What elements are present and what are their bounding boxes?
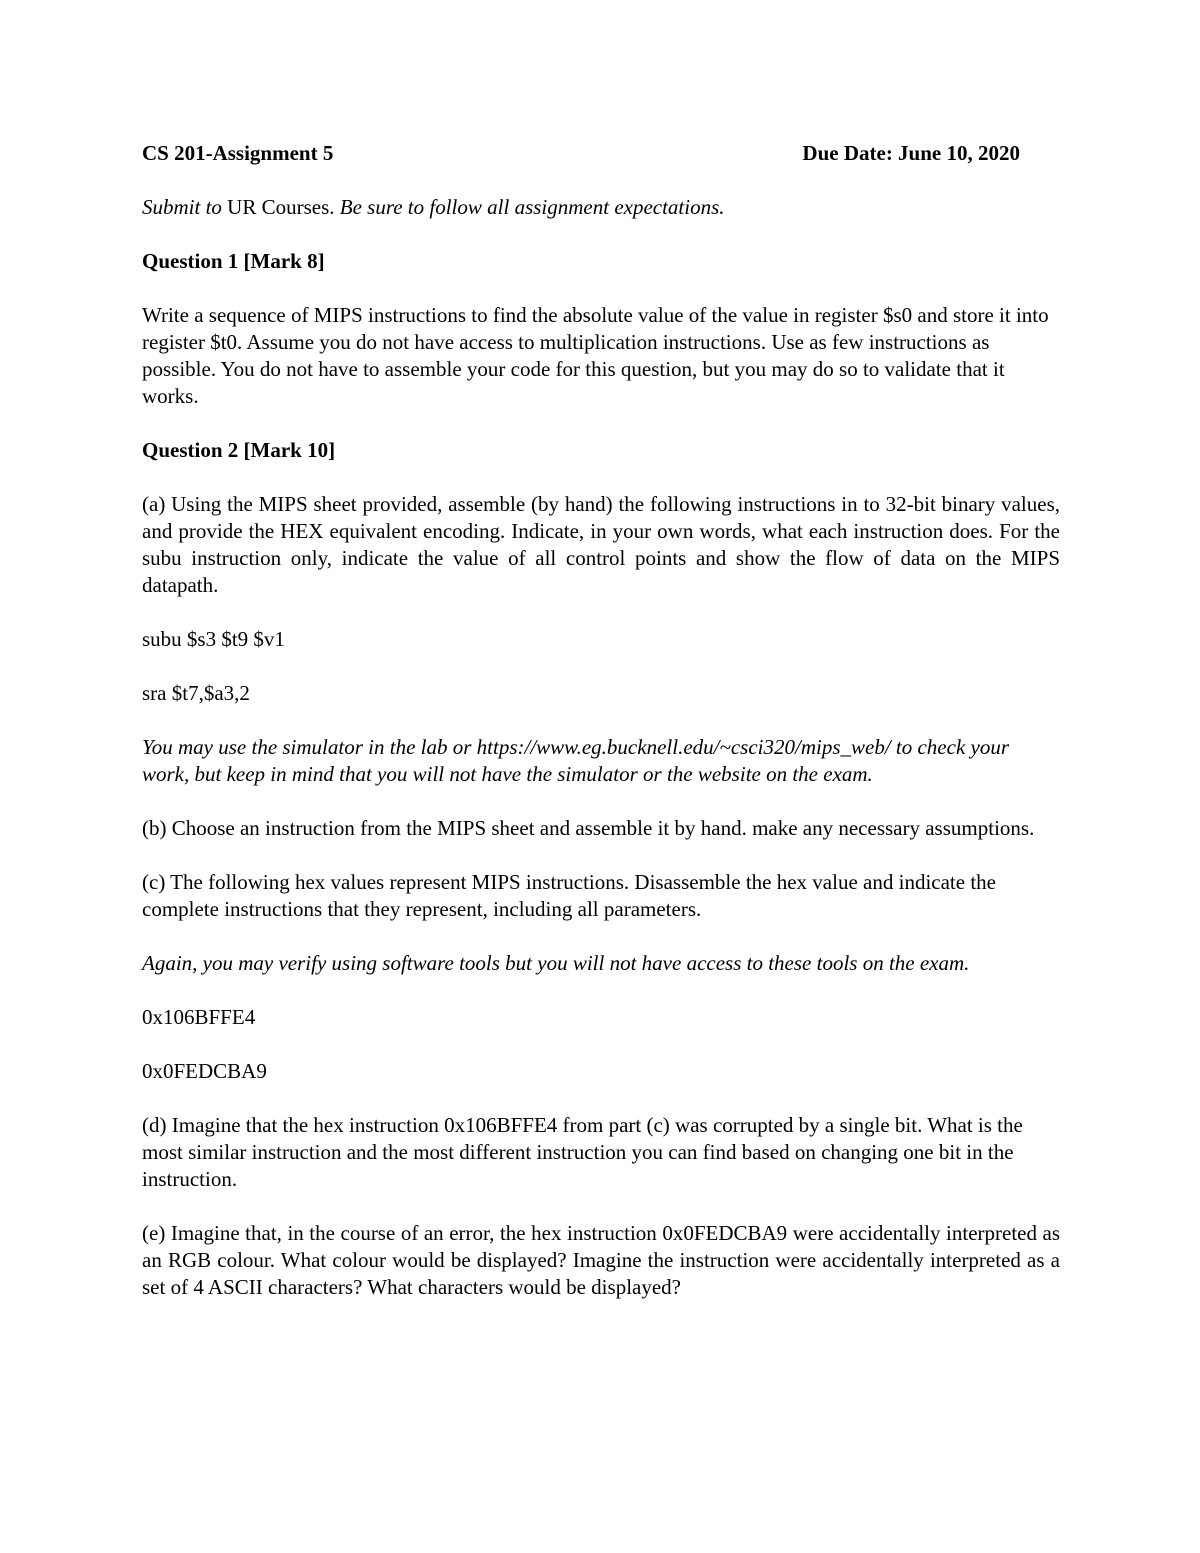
submit-prefix: Submit to bbox=[142, 195, 222, 219]
due-date: Due Date: June 10, 2020 bbox=[802, 141, 1020, 165]
question-2-part-e: (e) Imagine that, in the course of an error, the hex instruction 0x0FEDCBA9 were accidentally interpreted as an RGB colour. What colour would be displayed? Imagine the instruction were accidentally interpreted as a set of 4 ASCII characters? What characters would be displayed? bbox=[142, 1221, 1060, 1299]
question-1-heading: Question 1 [Mark 8] bbox=[142, 249, 325, 273]
instruction-subu: subu $s3 $t9 $v1 bbox=[142, 627, 285, 651]
submit-instructions bbox=[142, 194, 1060, 221]
document-page bbox=[142, 140, 1060, 1328]
question-2-part-a: (a) Using the MIPS sheet provided, assemble (by hand) the following instructions in to 32-bit binary values, and provide the HEX equivalent encoding. Indicate, in your own words, what each instruction does. For the subu instruction only, indicate the value of all control points and show the flow of data on the MIPS datapath. bbox=[142, 492, 1060, 597]
submit-suffix: Be sure to follow all assignment expectations. bbox=[339, 195, 725, 219]
submit-location: UR Courses. bbox=[227, 195, 335, 219]
question-1-body: Write a sequence of MIPS instructions to find the absolute value of the value in register $s0 and store it into register $t0. Assume you do not have access to multiplication instructions. Use as few instructions as possible. You do not have to assemble your code for this question, but you may do so to validate that it works. bbox=[142, 303, 1049, 408]
question-2-part-d: (d) Imagine that the hex instruction 0x106BFFE4 from part (c) was corrupted by a single bit. What is the most similar instruction and the most different instruction you can find based on changing one bit in the instruction. bbox=[142, 1113, 1023, 1191]
hex-value-2: 0x0FEDCBA9 bbox=[142, 1059, 267, 1083]
question-2-part-b: (b) Choose an instruction from the MIPS sheet and assemble it by hand. make any necessary assumptions. bbox=[142, 816, 1035, 840]
assignment-title: CS 201-Assignment 5 bbox=[142, 141, 334, 165]
question-2-heading: Question 2 [Mark 10] bbox=[142, 438, 336, 462]
instruction-sra: sra $t7,$a3,2 bbox=[142, 681, 250, 705]
verification-note: Again, you may verify using software tools but you will not have access to these tools on the exam. bbox=[142, 951, 970, 975]
hex-value-1: 0x106BFFE4 bbox=[142, 1005, 256, 1029]
question-2-part-c: (c) The following hex values represent MIPS instructions. Disassemble the hex value and indicate the complete instructions that they represent, including all parameters. bbox=[142, 870, 996, 921]
document-header bbox=[142, 140, 1060, 167]
simulator-note: You may use the simulator in the lab or https://www.eg.bucknell.edu/~csci320/mips_web/ to check your work, but keep in mind that you will not have the simulator or the website on the exam. bbox=[142, 735, 1010, 786]
